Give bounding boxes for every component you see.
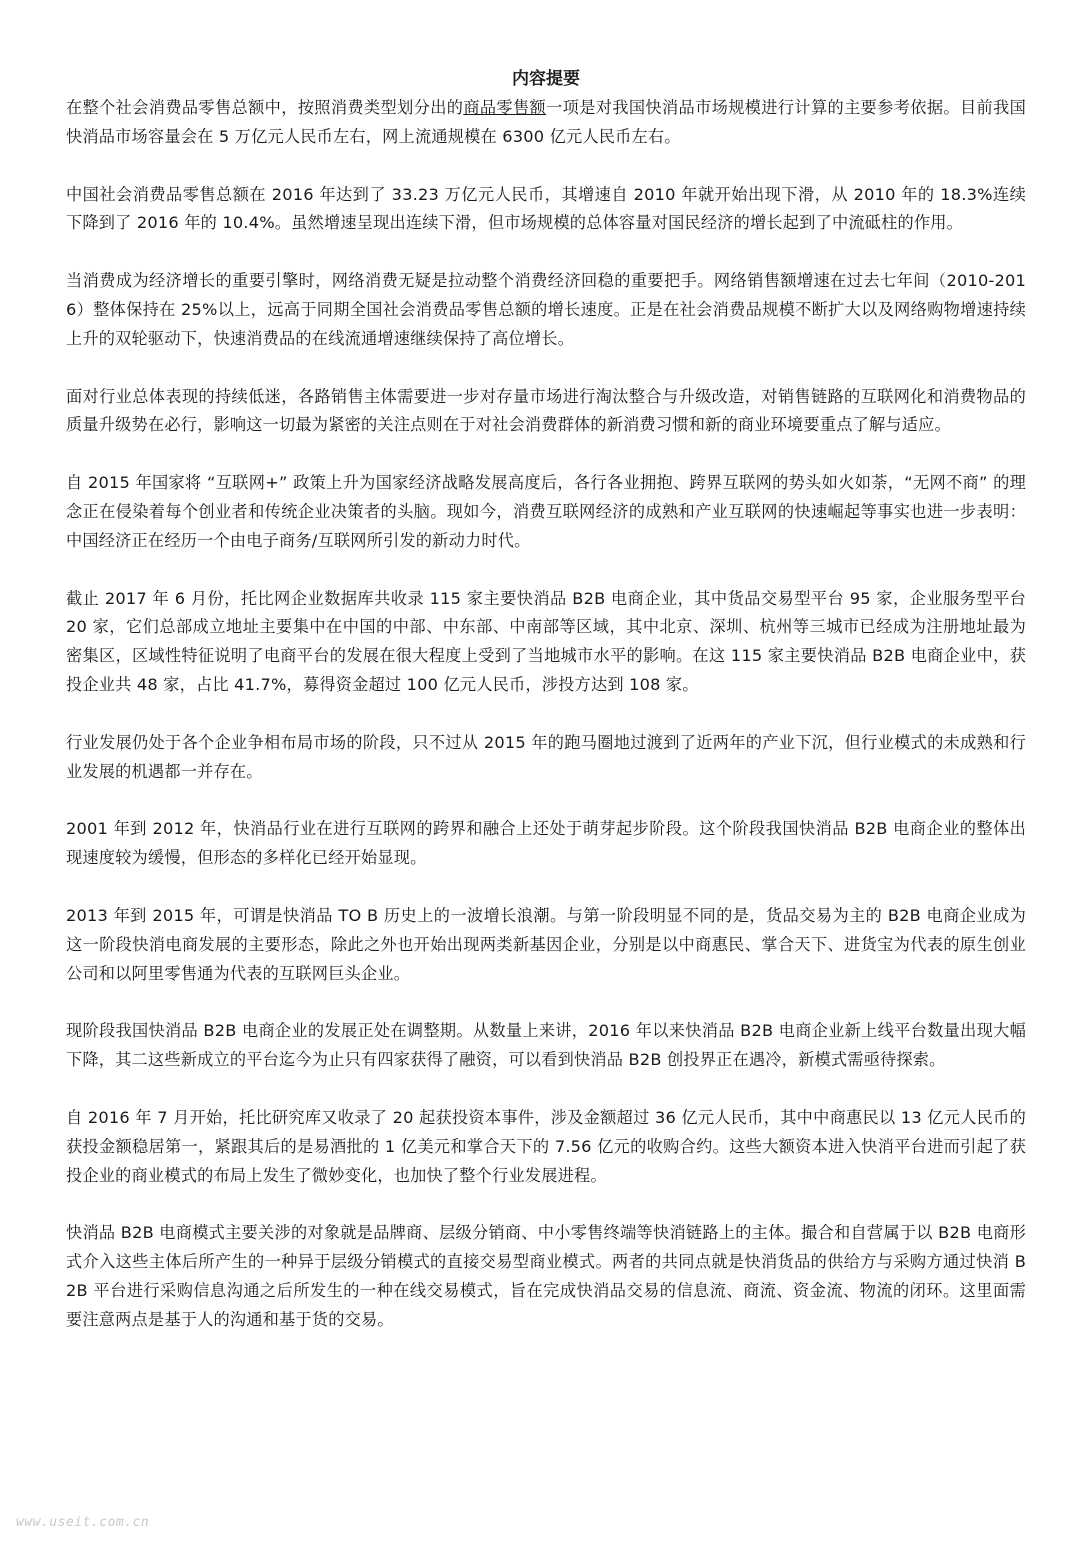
paragraph-1-text-a: 在整个社会消费品零售总额中，按照消费类型划分出的	[66, 98, 464, 117]
watermark: www.useit.com.cn	[16, 1515, 150, 1530]
paragraph-12: 快消品 B2B 电商模式主要关涉的对象就是品牌商、层级分销商、中小零售终端等快消链路上的主体。撮合和自营属于以 B2B 电商形式介入这些主体后所产生的一种异于层级分销模式的直接交易型商业模式。两者的共同点就是快消货品的供给方与采购方通过快消 B2B 平台进行采购信息沟通之后所发生的一种在线交易模式，旨在完成快消品交易的信息流、商流、资金流、物流的闭环。这里面需要注意两点是基于人的沟通和基于货的交易。	[66, 1223, 1026, 1329]
paragraph-11: 自 2016 年 7 月开始，托比研究库又收录了 20 起获投资本事件，涉及金额超过 36 亿元人民币，其中中商惠民以 13 亿元人民币的获投金额稳居第一，紧跟其后的是易酒批的 1 亿美元和掌合天下的 7.56 亿元的收购合约。这些大额资本进入快消平台进而引起了获投企业的商业模式的布局上发生了微妙变化，也加快了整个行业发展进程。	[66, 1107, 1026, 1185]
paragraph-1-text-b: 一项是对我国快消品市场规模进行计算的主要参考依据。目前我国快消品市场容量会在 5 万亿元人民币左右，网上流通规模在 6300 亿元人民币左右。	[66, 98, 1026, 146]
paragraph-4: 面对行业总体表现的持续低迷，各路销售主体需要进一步对存量市场进行淘汰整合与升级改造，对销售链路的互联网化和消费物品的质量升级势在必行，影响这一切最为紧密的关注点则在于对社会消费群体的新消费习惯和新的商业环境要重点了解与适应。	[66, 386, 1026, 435]
paragraph-3: 当消费成为经济增长的重要引擎时，网络消费无疑是拉动整个消费经济回稳的重要把手。网络销售额增速在过去七年间（2010-2016）整体保持在 25%以上，远高于同期全国社会消费品零售总额的增长速度。正是在社会消费品规模不断扩大以及网络购物增速持续上升的双轮驱动下，快速消费品的在线流通增速继续保持了高位增长。	[66, 271, 1026, 348]
underlined-term: 商品零售额	[463, 98, 547, 117]
paragraph-9: 2013 年到 2015 年，可谓是快消品 TO B 历史上的一波增长浪潮。与第一阶段明显不同的是，货品交易为主的 B2B 电商企业成为这一阶段快消电商发展的主要形态，除此之外也开始出现两类新基因企业，分别是以中商惠民、掌合天下、进货宝为代表的原生创业公司和以阿里零售通为代表的互联网巨头企业。	[66, 905, 1026, 983]
paragraph-8: 2001 年到 2012 年，快消品行业在进行互联网的跨界和融合上还处于萌芽起步阶段。这个阶段我国快消品 B2B 电商企业的整体出现速度较为缓慢，但形态的多样化已经开始显现。	[66, 819, 1026, 868]
document-page	[66, 66, 1026, 1364]
paragraph-2: 中国社会消费品零售总额在 2016 年达到了 33.23 万亿元人民币，其增速自 2010 年就开始出现下滑，从 2010 年的 18.3%连续下降到了 2016 年的 10.4%。虽然增速呈现出连续下滑，但市场规模的总体容量对国民经济的增长起到了中流砥柱的作用。	[66, 184, 1026, 233]
document-title: 内容提要	[512, 69, 580, 89]
paragraph-7: 行业发展仍处于各个企业争相布局市场的阶段，只不过从 2015 年的跑马圈地过渡到了近两年的产业下沉，但行业模式的未成熟和行业发展的机遇都一并存在。	[66, 732, 1026, 781]
paragraph-1	[66, 94, 1026, 152]
paragraph-6: 截止 2017 年 6 月份，托比网企业数据库共收录 115 家主要快消品 B2B 电商企业，其中货品交易型平台 95 家，企业服务型平台 20 家，它们总部成立地址主要集中在中国的中部、中东部、中南部等区域，其中北京、深圳、杭州等三城市已经成为注册地址最为密集区，区域性特征说明了电商平台的发展在很大程度上受到了当地城市水平的影响。在这 115 家主要快消品 B2B 电商企业中，获投企业共 48 家，占比 41.7%，募得资金超过 100 亿元人民币，涉投方达到 108 家。	[66, 588, 1026, 694]
paragraph-10: 现阶段我国快消品 B2B 电商企业的发展正处在调整期。从数量上来讲，2016 年以来快消品 B2B 电商企业新上线平台数量出现大幅下降，其二这些新成立的平台迄今为止只有四家获得了融资，可以看到快消品 B2B 创投界正在遇冷，新模式需亟待探索。	[66, 1021, 1026, 1070]
paragraph-5: 自 2015 年国家将 “互联网+” 政策上升为国家经济战略发展高度后，各行各业拥抱、跨界互联网的势头如火如荼，“无网不商” 的理念正在侵染着每个创业者和传统企业决策者的头脑。现如今，消费互联网经济的成熟和产业互联网的快速崛起等事实也进一步表明：中国经济正在经历一个由电子商务/互联网所引发的新动力时代。	[66, 473, 1026, 550]
